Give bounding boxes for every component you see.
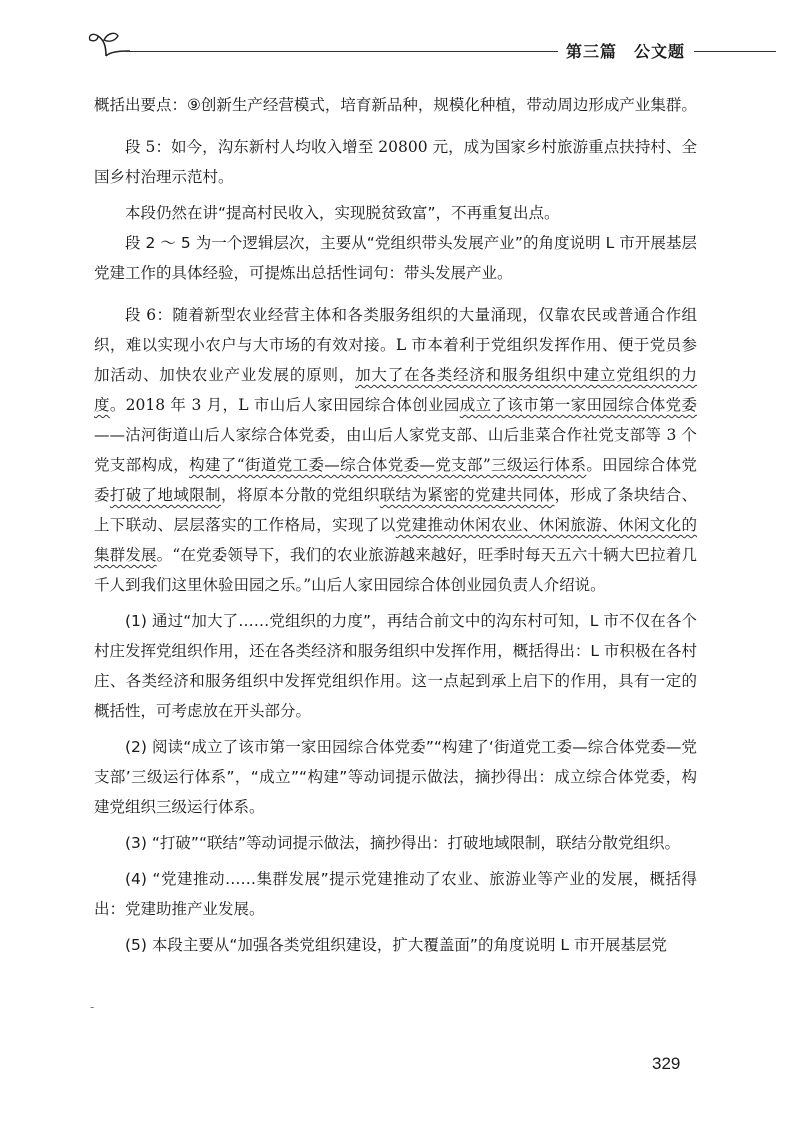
paragraph-analysis-1: (1) 通过“加大了……党组织的力度”，再结合前文中的沟东村可知，L 市不仅在各个村庄发挥党组织作用，还在各类经济和服务组织中发挥作用，概括得出：L 市积极在各村庄、各类经济和服务组织中发挥党组织作用。这一点起到承上启下的作用，具有一定的概括性，可考虑放在开头部分。 <box>94 612 697 720</box>
underlined-phrase: 联结为紧密的党建共同体 <box>379 486 555 504</box>
excerpt-text: ——沽河街道山后人家综合体党委，由山后人家党支部、山后韭菜合作社党支部等 3 个党支部构成， <box>94 426 697 474</box>
page-header <box>0 0 800 70</box>
scan-mark: - <box>90 1000 95 1014</box>
excerpt-text: 。2018 年 3 月，L 市山后人家田园综合体创业园 <box>109 396 460 414</box>
page-number: 329 <box>652 1054 681 1073</box>
excerpt-text: 。“在党委领导下，我们的农业旅游越来越好，旺季时每天五六十辆大巴拉着几千人到我们这里休验田园之乐。”山后人家田园综合体创业园负责人介绍说。 <box>94 546 697 594</box>
paragraph-logic-level: 段 2 ～ 5 为一个逻辑层次，主要从“党组织带头发展产业”的角度说明 L 市开展基层党建工作的具体经验，可提炼出总括性词句：带头发展产业。 <box>94 234 697 282</box>
sprout-icon <box>86 28 130 58</box>
excerpt-text: 。田园综合体党委 <box>94 456 697 504</box>
underlined-phrase: 打破了地域限制 <box>109 486 222 504</box>
underlined-phrase: 党建推动休闲农业、休闲旅游、休闲文化的集群发展 <box>94 516 697 564</box>
excerpt-text: 段 6：随着新型农业经营主体和各类服务组织的大量涌现，仅靠农民或普通合作组织，难以实现小农户与大市场的有效对接。L 市本着利于党组织发挥作用、便于党员参加活动、加快农业产业发展的原则， <box>94 306 697 384</box>
excerpt-text: ，形成了条块结合、上下联动、层层落实的工作格局，实现了以 <box>94 486 697 534</box>
paragraph-excerpt-6 <box>94 300 697 600</box>
paragraph-analysis-3: (3) “打破”“联结”等动词提示做法，摘抄得出：打破地域限制，联结分散党组织。 <box>125 834 681 852</box>
header-rule-right <box>694 51 776 52</box>
page-body <box>94 90 697 960</box>
excerpt-text: ，将原本分散的党组织 <box>221 486 380 504</box>
paragraph-analysis-2: (2) 阅读“成立了该市第一家田园综合体党委”“构建了‘街道党工委—综合体党委—党支部’三级运行体系”，“成立”“构建”等动词提示做法，摘抄得出：成立综合体党委，构建党组织三级运行体系。 <box>94 738 697 816</box>
paragraph-analysis-5b: (5) 本段主要从“加强各类党组织建设，扩大覆盖面”的角度说明 L 市开展基层党 <box>125 936 667 954</box>
section-title: 第三篇 公文题 <box>566 42 686 61</box>
paragraph-summary-point: 概括出要点：⑨创新生产经营模式，培育新品种，规模化种植，带动周边形成产业集群。 <box>94 96 697 114</box>
underlined-phrase: 加大了在各类经济和服务组织中建立党组织的力度 <box>94 366 697 414</box>
paragraph-excerpt-5: 段 5：如今，沟东新村人均收入增至 20800 元，成为国家乡村旅游重点扶持村、全国乡村治理示范村。 <box>94 138 697 186</box>
header-rule-left <box>126 51 558 52</box>
underlined-phrase: 构建了“街道党工委—综合体党委—党支部”三级运行体系 <box>189 456 587 474</box>
paragraph-analysis-4: (4) “党建推动……集群发展”提示党建推动了农业、旅游业等产业的发展，概括得出：党建助推产业发展。 <box>94 870 697 918</box>
paragraph-analysis-5: 本段仍然在讲“提高村民收入，实现脱贫致富”，不再重复出点。 <box>125 204 560 222</box>
underlined-phrase: 成立了该市第一家田园综合体党委 <box>459 396 697 414</box>
